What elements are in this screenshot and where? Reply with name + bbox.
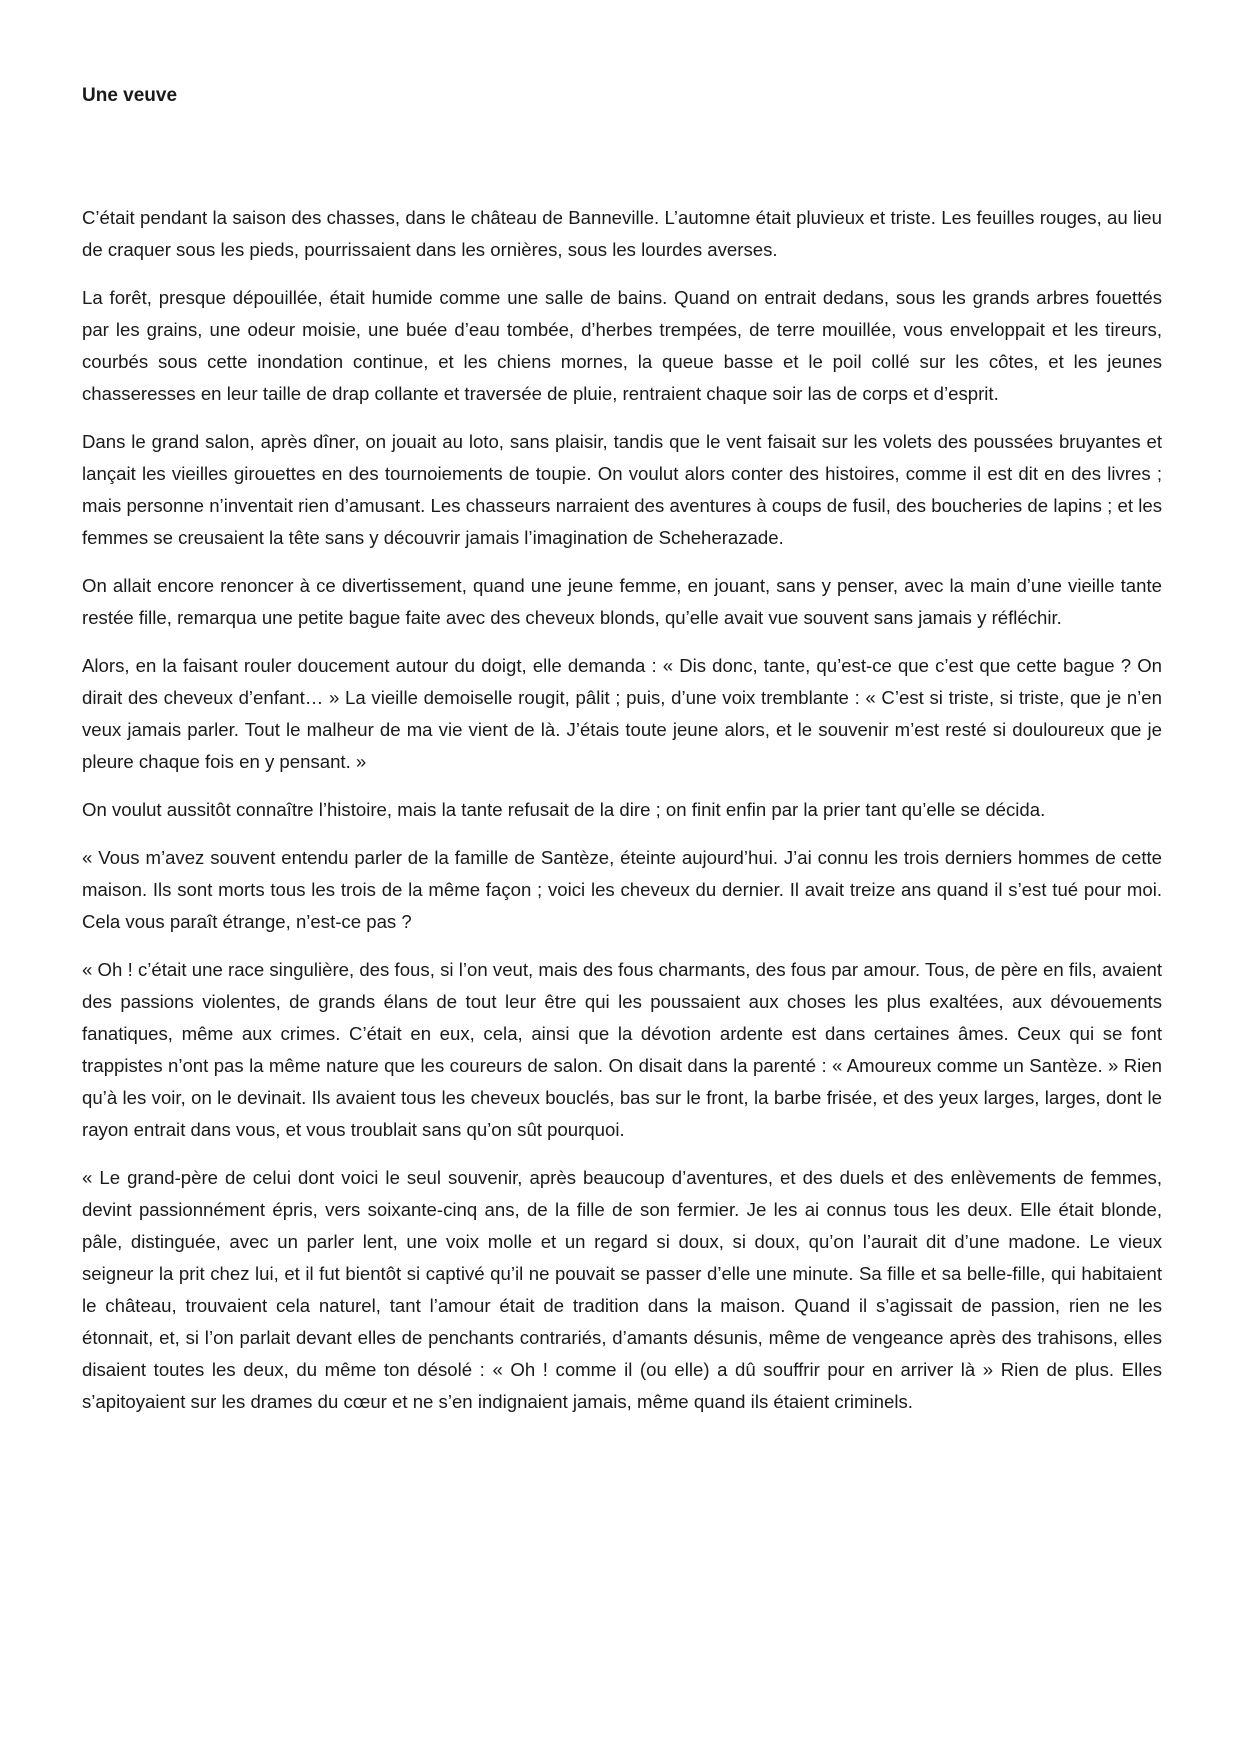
paragraph: C’était pendant la saison des chasses, dans le château de Banneville. L’automne était pluvieux et triste. Les feuilles rouges, au lieu de craquer sous les pieds, pourrissaient dans les ornières, sous les lourdes averses. [82,207,1162,260]
paragraph: « Oh ! c’était une race singulière, des fous, si l’on veut, mais des fous charmants, des fous par amour. Tous, de père en fils, avaient des passions violentes, de grands élans de tout leur être qui les poussaient aux choses les plus exaltées, aux dévouements fanatiques, même aux crimes. C’était en eux, cela, ainsi que la dévotion ardente est dans certaines âmes. Ceux qui se font trappistes n’ont pas la même nature que les coureurs de salon. On disait dans la parenté : « Amoureux comme un Santèze. » Rien qu’à les voir, on le devinait. Ils avaient tous les cheveux bouclés, bas sur le front, la barbe frisée, et des yeux larges, larges, dont le rayon entrait dans vous, et vous troublait sans qu’on sût pourquoi. [82,959,1162,1140]
paragraph: Alors, en la faisant rouler doucement autour du doigt, elle demanda : « Dis donc, tante, qu’est-ce que c’est que cette bague ? On dirait des cheveux d’enfant… » La vieille demoiselle rougit, pâlit ; puis, d’une voix tremblante : « C’est si triste, si triste, que je n’en veux jamais parler. Tout le malheur de ma vie vient de là. J’étais toute jeune alors, et le souvenir m’est resté si douloureux que je pleure chaque fois en y pensant. » [82,655,1162,772]
document-body [82,202,1162,1418]
paragraph: « Le grand-père de celui dont voici le seul souvenir, après beaucoup d’aventures, et des duels et des enlèvements de femmes, devint passionnément épris, vers soixante-cinq ans, de la fille de son fermier. Je les ai connus tous les deux. Elle était blonde, pâle, distinguée, avec un parler lent, une voix molle et un regard si doux, si doux, qu’on l’aurait dit d’une madone. Le vieux seigneur la prit chez lui, et il fut bientôt si captivé qu’il ne pouvait se passer d’elle une minute. Sa fille et sa belle-fille, qui habitaient le château, trouvaient cela naturel, tant l’amour était de tradition dans la maison. Quand il s’agissait de passion, rien ne les étonnait, et, si l’on parlait devant elles de penchants contrariés, d’amants désunis, même de vengeance après des trahisons, elles disaient toutes les deux, du même ton désolé : « Oh ! comme il (ou elle) a dû souffrir pour en arriver là » Rien de plus. Elles s’apitoyaient sur les drames du cœur et ne s’en indignaient jamais, même quand ils étaient criminels. [82,1167,1162,1412]
paragraph: On allait encore renoncer à ce divertissement, quand une jeune femme, en jouant, sans y penser, avec la main d’une vieille tante restée fille, remarqua une petite bague faite avec des cheveux blonds, qu’elle avait vue souvent sans jamais y réfléchir. [82,575,1162,628]
document-page [82,80,1162,1434]
paragraph: La forêt, presque dépouillée, était humide comme une salle de bains. Quand on entrait dedans, sous les grands arbres fouettés par les grains, une odeur moisie, une buée d’eau tombée, d’herbes trempées, de terre mouillée, vous enveloppait et les tireurs, courbés sous cette inondation continue, et les chiens mornes, la queue basse et le poil collé sur les côtes, et les jeunes chasseresses en leur taille de drap collante et traversée de pluie, rentraient chaque soir las de corps et d’esprit. [82,287,1162,404]
paragraph: « Vous m’avez souvent entendu parler de la famille de Santèze, éteinte aujourd’hui. J’ai connu les trois derniers hommes de cette maison. Ils sont morts tous les trois de la même façon ; voici les cheveux du dernier. Il avait treize ans quand il s’est tué pour moi. Cela vous paraît étrange, n’est-ce pas ? [82,847,1162,932]
paragraph: Dans le grand salon, après dîner, on jouait au loto, sans plaisir, tandis que le vent faisait sur les volets des poussées bruyantes et lançait les vieilles girouettes en des tournoiements de toupie. On voulut alors conter des histoires, comme il est dit en des livres ; mais personne n’inventait rien d’amusant. Les chasseurs narraient des aventures à coups de fusil, des boucheries de lapins ; et les femmes se creusaient la tête sans y découvrir jamais l’imagination de Scheherazade. [82,431,1162,548]
paragraph: On voulut aussitôt connaître l’histoire, mais la tante refusait de la dire ; on finit enfin par la prier tant qu’elle se décida. [82,799,1046,820]
document-title: Une veuve [82,85,178,106]
